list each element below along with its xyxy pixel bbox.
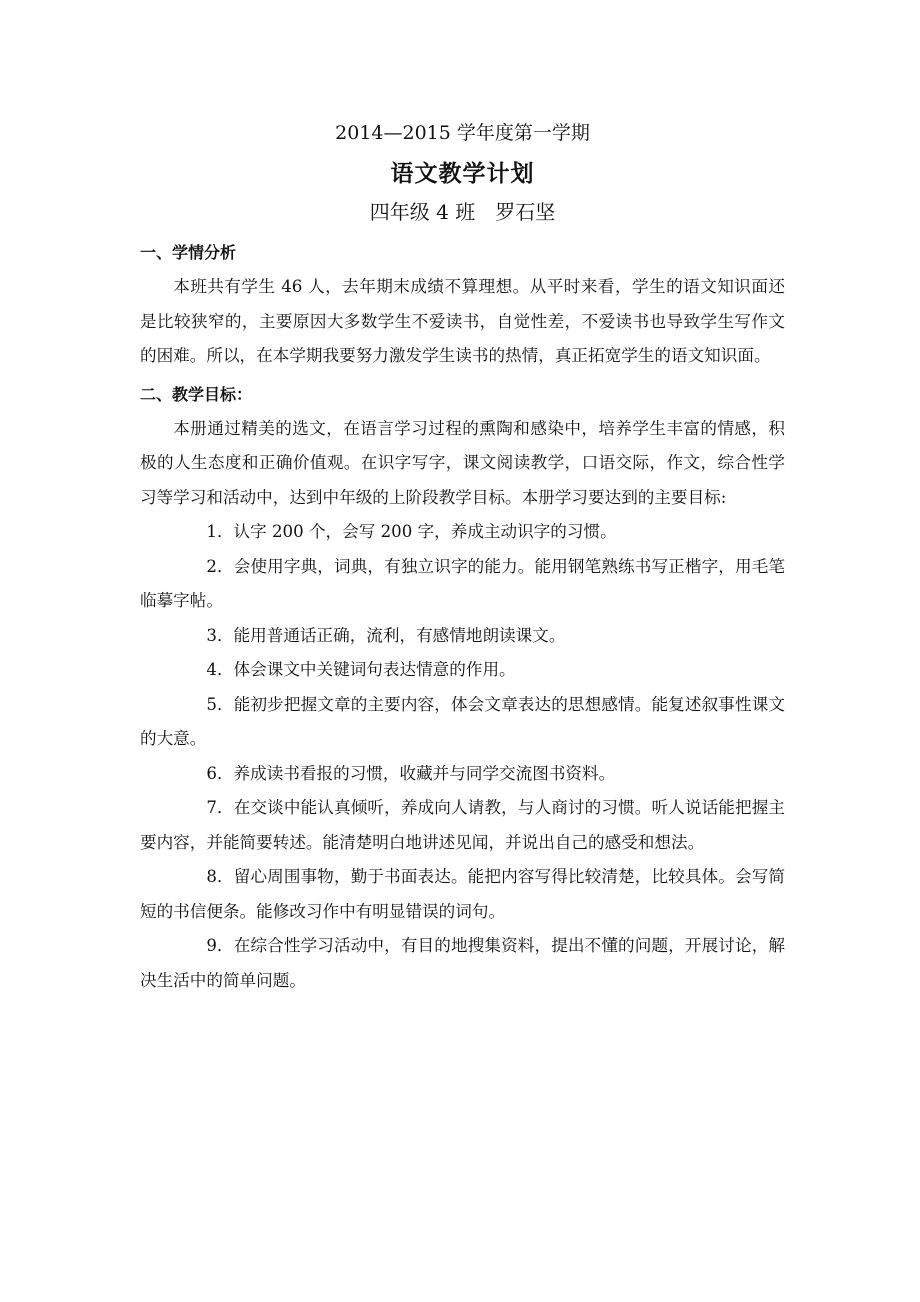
class-name: 四年级 4 班 <box>369 200 476 224</box>
goal-item-9: 9．在综合性学习活动中，有目的地搜集资料，提出不懂的问题，开展讨论，解决生活中的简单问题。 <box>140 936 785 990</box>
document-content <box>140 118 785 998</box>
year-line: 2014—2015 学年度第一学期 <box>335 122 590 144</box>
goal-item-2: 2．会使用字典，词典，有独立识字的能力。能用钢笔熟练书写正楷字，用毛笔临摹字帖。 <box>140 556 785 610</box>
goal-item-1: 1．认字 200 个，会写 200 字，养成主动识字的习惯。 <box>206 522 617 541</box>
goal-item-4: 4．体会课文中关键词句表达情意的作用。 <box>206 660 516 679</box>
goal-item-8: 8．留心周围事物，勤于书面表达。能把内容写得比较清楚，比较具体。会写简短的书信便条。能修改习作中有明显错误的词句。 <box>140 867 785 921</box>
goal-item-7: 7．在交谈中能认真倾听，养成向人请教，与人商讨的习惯。听人说话能把握主要内容，并能简要转述。能清楚明白地讲述见闻，并说出自己的感受和想法。 <box>140 798 785 852</box>
goals-intro-paragraph: 本册通过精美的选文，在语言学习过程的熏陶和感染中，培养学生丰富的情感，积极的人生态度和正确价值观。在识字写字，课文阅读教学，口语交际，作文，综合性学习等学习和活动中，达到中年级的上阶段教学目标。本册学习要达到的主要目标: <box>140 418 785 507</box>
page-title: 语文教学计划 <box>390 160 535 187</box>
author-name: 罗石坚 <box>495 200 556 224</box>
goal-item-5: 5．能初步把握文章的主要内容，体会文章表达的思想感情。能复述叙事性课文的大意。 <box>140 694 785 748</box>
section-heading-goals: 二、教学目标： <box>140 384 253 404</box>
goal-item-6: 6．养成读书看报的习惯，收藏并与同学交流图书资料。 <box>206 763 616 783</box>
section-heading-situation: 一、学情分析 <box>140 243 237 262</box>
goal-item-3: 3．能用普通话正确，流利，有感情地朗读课文。 <box>206 625 566 645</box>
byline <box>140 196 785 228</box>
situation-paragraph: 本班共有学生 46 人，去年期末成绩不算理想。从平时来看，学生的语文知识面还是比较狭窄的，主要原因大多数学生不爱读书，自觉性差，不爱读书也导致学生写作文的困难。所以，在本学期我要努力激发学生读书的热情，真正拓宽学生的语文知识面。 <box>140 277 785 365</box>
